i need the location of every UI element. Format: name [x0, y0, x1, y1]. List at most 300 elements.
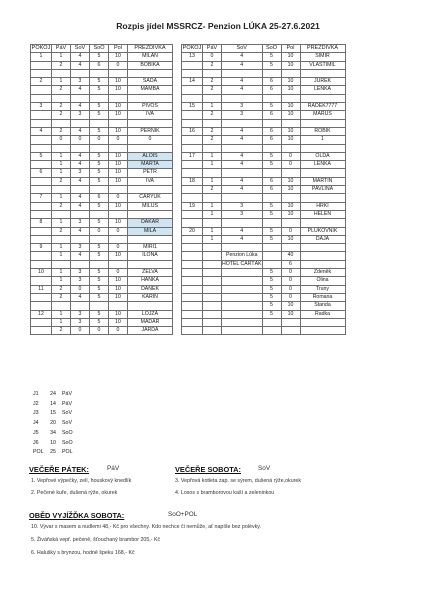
table-row [182, 210, 346, 218]
summary-label: POL [62, 449, 73, 456]
column-header: PŘEZDÍVKA [128, 45, 173, 53]
table-cell: 6 [262, 86, 281, 94]
table-cell [281, 69, 300, 77]
table-cell: 9 [31, 244, 52, 252]
table-cell: JUREK [300, 78, 345, 86]
table-cell: 1 [52, 219, 71, 227]
table-row [31, 310, 173, 318]
table-cell: ČARYUK [128, 194, 173, 202]
table-row [182, 103, 346, 111]
table-cell: 1 [52, 277, 71, 285]
table-cell: 4 [222, 227, 263, 235]
table-cell: 0 [128, 136, 173, 144]
table-row [182, 136, 346, 144]
table-cell: 10 [281, 177, 300, 185]
summary-count: 34 [50, 429, 56, 436]
table-cell: HANKA [128, 277, 173, 285]
table-cell: 6 [90, 61, 109, 69]
table-cell [222, 327, 263, 335]
table-row [182, 277, 346, 285]
column-header: PáV [52, 45, 71, 53]
table-cell [222, 318, 263, 326]
table-cell: 0 [109, 244, 128, 252]
table-cell: 4 [222, 61, 263, 69]
table-cell [182, 252, 203, 260]
table-cell [71, 69, 90, 77]
table-cell: 1 [203, 235, 222, 243]
table-cell [281, 169, 300, 177]
table-cell: 3 [71, 277, 90, 285]
table-cell: 1 [203, 177, 222, 185]
table-row [31, 169, 173, 177]
table-cell: 1 [203, 161, 222, 169]
table-cell: 1 [203, 152, 222, 160]
table-cell: 4 [71, 177, 90, 185]
table-cell [109, 260, 128, 268]
table-cell: 10 [281, 103, 300, 111]
table-cell: 5 [90, 53, 109, 61]
table-cell: 4 [71, 53, 90, 61]
table-cell: MIŘI1 [128, 244, 173, 252]
table-cell: 0 [109, 327, 128, 335]
table-cell [203, 318, 222, 326]
table-cell: 5 [262, 103, 281, 111]
table-cell: 0 [71, 285, 90, 293]
summary-row [33, 439, 73, 449]
table-cell [31, 318, 52, 326]
table-cell [262, 260, 281, 268]
table-cell [182, 136, 203, 144]
table-cell [128, 69, 173, 77]
table-row [31, 186, 173, 194]
table-cell [182, 302, 203, 310]
table-cell: 4 [222, 161, 263, 169]
saturday-dinner-heading: VEČEŘE SOBOTA: [175, 465, 241, 474]
table-cell: 1 [52, 269, 71, 277]
table-cell [31, 119, 52, 127]
table-cell [203, 293, 222, 301]
table-row [182, 327, 346, 335]
table-cell: 1 [52, 318, 71, 326]
table-cell: 2 [52, 293, 71, 301]
table-cell: 2 [52, 61, 71, 69]
friday-item-1: 1. Vepřové výpečky, zelí, houskový knedlík [31, 478, 132, 484]
table-cell: 6 [31, 169, 52, 177]
table-cell: 0 [109, 227, 128, 235]
table-cell: ŽELVA [128, 269, 173, 277]
table-cell: 6 [262, 177, 281, 185]
table-cell: 3 [222, 210, 263, 218]
table-cell: 2 [52, 327, 71, 335]
table-cell [281, 144, 300, 152]
table-cell: 6 [262, 186, 281, 194]
table-cell: 10 [109, 169, 128, 177]
document-title: Rozpis jídel MSSRCZ- Penzion LÚKA 25-27.6.2021 [116, 21, 320, 31]
table-cell: 0 [71, 136, 90, 144]
table-row [31, 78, 173, 86]
table-cell: 14 [182, 78, 203, 86]
table-cell: 5 [262, 210, 281, 218]
table-cell: 2 [203, 127, 222, 135]
table-cell [203, 252, 222, 260]
table-cell [182, 244, 203, 252]
table-cell [128, 186, 173, 194]
table-cell [71, 210, 90, 218]
summary-row [33, 448, 73, 458]
table-cell [90, 119, 109, 127]
table-cell: 10 [109, 86, 128, 94]
table-cell: 0 [90, 136, 109, 144]
table-cell: Penzion Lúka [222, 252, 263, 260]
table-cell: 10 [109, 202, 128, 210]
summary-count: 14 [50, 400, 56, 407]
table-cell: 1 [31, 53, 52, 61]
table-cell [281, 194, 300, 202]
table-cell [281, 318, 300, 326]
table-cell [262, 144, 281, 152]
saturday-item-4: 4. Losos s bramborovou kaší a zeleninkou [175, 490, 275, 496]
table-cell: 5 [90, 161, 109, 169]
table-row [31, 103, 173, 111]
table-cell [31, 302, 52, 310]
table-cell: 3 [71, 310, 90, 318]
table-cell: HRKI [300, 202, 345, 210]
table-row [31, 202, 173, 210]
table-cell: 1 [52, 169, 71, 177]
table-row [182, 194, 346, 202]
table-cell: 4 [71, 152, 90, 160]
table-cell: LOJZA [128, 310, 173, 318]
table-cell: 10 [109, 293, 128, 301]
summary-row [33, 429, 73, 439]
table-cell: 4 [222, 235, 263, 243]
table-cell [52, 94, 71, 102]
table-cell: MARTA [128, 161, 173, 169]
table-cell: VLASTIMIL [300, 61, 345, 69]
table-cell: HELEN [300, 210, 345, 218]
table-cell: 12 [31, 310, 52, 318]
table-cell: 2 [203, 78, 222, 86]
table-cell [182, 210, 203, 218]
table-row [31, 277, 173, 285]
table-row [182, 78, 346, 86]
table-cell: 1 [203, 227, 222, 235]
table-cell: 5 [90, 252, 109, 260]
table-cell [31, 260, 52, 268]
table-cell [71, 144, 90, 152]
table-cell [90, 260, 109, 268]
table-cell: 7 [31, 194, 52, 202]
table-cell: 0 [281, 161, 300, 169]
table-row [31, 244, 173, 252]
table-cell [182, 94, 203, 102]
table-cell: 10 [281, 302, 300, 310]
table-cell: 3 [71, 78, 90, 86]
table-cell: 0 [71, 327, 90, 335]
table-cell: 10 [281, 210, 300, 218]
column-header: PŘEZDÍVKA [300, 45, 345, 53]
table-cell [52, 302, 71, 310]
table-cell [182, 69, 203, 77]
table-row [31, 152, 173, 160]
table-row [182, 285, 346, 293]
table-cell: 10 [109, 152, 128, 160]
lunch-item-10: 10. Vývar s masem a nudlemi 48,- Kč pro všechny. Kdo nechce či nemůže, ať napíše bez polévky. [31, 524, 261, 530]
table-cell: ILONA [128, 252, 173, 260]
table-cell [203, 144, 222, 152]
table-cell: 0 [281, 152, 300, 160]
table-row [182, 202, 346, 210]
table-cell: 5 [90, 293, 109, 301]
table-cell [182, 61, 203, 69]
table-cell: 4 [222, 86, 263, 94]
lunch-item-5: 5. Živáňská vepř. pečeně, šťouchaný brambor 205,- Kč [31, 537, 161, 543]
table-row [31, 119, 173, 127]
table-cell [300, 318, 345, 326]
table-cell [222, 144, 263, 152]
table-row [182, 127, 346, 135]
table-cell [71, 235, 90, 243]
table-cell: 2 [203, 111, 222, 119]
table-row [31, 161, 173, 169]
table-cell: 19 [182, 202, 203, 210]
table-cell [128, 94, 173, 102]
table-cell [182, 327, 203, 335]
summary-key: J5 [33, 429, 39, 436]
table-cell [300, 219, 345, 227]
table-cell [31, 235, 52, 243]
table-cell: 10 [109, 111, 128, 119]
table-cell [109, 69, 128, 77]
table-row [182, 161, 346, 169]
table-cell [52, 260, 71, 268]
table-cell: 1 [52, 194, 71, 202]
table-cell: 2 [52, 177, 71, 185]
table-cell [71, 260, 90, 268]
table-cell [203, 169, 222, 177]
table-cell: 10 [281, 202, 300, 210]
summary-count: 24 [50, 391, 56, 397]
table-cell: 6 [262, 136, 281, 144]
table-row [31, 210, 173, 218]
saturday-lunch-code: SoO+POL [168, 511, 198, 518]
table-cell: 1 [300, 136, 345, 144]
meal-count-summary [33, 390, 73, 458]
table-cell: 4 [222, 53, 263, 61]
summary-key: J6 [33, 439, 39, 446]
table-cell: DANEK [128, 285, 173, 293]
table-cell: 11 [31, 285, 52, 293]
table-cell: 16 [182, 127, 203, 135]
table-row [31, 194, 173, 202]
summary-count: 20 [50, 420, 56, 427]
table-cell [182, 269, 203, 277]
table-cell: 3 [222, 202, 263, 210]
table-cell: 8 [31, 219, 52, 227]
table-cell [71, 94, 90, 102]
table-cell [71, 119, 90, 127]
table-row [182, 302, 346, 310]
table-cell: 3 [222, 103, 263, 111]
table-cell [203, 194, 222, 202]
table-row [31, 94, 173, 102]
table-cell: 15 [182, 103, 203, 111]
table-cell [31, 186, 52, 194]
table-cell [222, 310, 263, 318]
table-cell [52, 69, 71, 77]
table-cell: MAĎAR [128, 318, 173, 326]
table-cell: 5 [262, 285, 281, 293]
table-cell: 4 [71, 161, 90, 169]
table-cell [52, 186, 71, 194]
table-cell [31, 69, 52, 77]
summary-label: PáV [62, 391, 73, 397]
table-cell: 5 [90, 244, 109, 252]
table-row [182, 318, 346, 326]
table-cell: 4 [222, 186, 263, 194]
table-cell: 4 [71, 127, 90, 135]
table-cell: 0 [281, 285, 300, 293]
table-cell: 10 [281, 86, 300, 94]
table-row [31, 144, 173, 152]
table-cell: 5 [262, 61, 281, 69]
table-cell [222, 169, 263, 177]
table-cell [281, 244, 300, 252]
table-cell [182, 169, 203, 177]
table-cell [128, 144, 173, 152]
table-cell: 5 [262, 277, 281, 285]
table-cell: 10 [281, 78, 300, 86]
table-cell: 10 [109, 161, 128, 169]
table-cell [31, 94, 52, 102]
table-cell [31, 210, 52, 218]
table-cell [222, 285, 263, 293]
table-cell: 4 [71, 293, 90, 301]
table-cell: LENKA [300, 161, 345, 169]
table-row [182, 244, 346, 252]
table-cell [262, 119, 281, 127]
table-cell [90, 210, 109, 218]
table-cell: 1 [203, 103, 222, 111]
table-cell: 5 [90, 86, 109, 94]
table-row [31, 219, 173, 227]
table-row [31, 293, 173, 301]
table-row [182, 53, 346, 61]
table-cell [109, 186, 128, 194]
table-cell: SIMIR [300, 53, 345, 61]
table-cell [182, 144, 203, 152]
summary-key: POL [33, 449, 44, 456]
table-cell: JARDA [128, 327, 173, 335]
table-cell [300, 144, 345, 152]
table-row [182, 310, 346, 318]
summary-key: J4 [33, 420, 39, 427]
table-cell [90, 94, 109, 102]
table-row [31, 53, 173, 61]
summary-row [33, 419, 73, 429]
table-row [182, 269, 346, 277]
table-cell [222, 94, 263, 102]
table-cell: 4 [71, 86, 90, 94]
table-cell [90, 302, 109, 310]
table-cell [31, 202, 52, 210]
table-cell: 5 [90, 269, 109, 277]
table-cell [222, 277, 263, 285]
summary-label: SoO [62, 429, 73, 436]
table-cell [52, 119, 71, 127]
summary-row [33, 409, 73, 419]
table-cell: 5 [262, 302, 281, 310]
table-cell: 6 [262, 111, 281, 119]
table-cell: Standa [300, 302, 345, 310]
friday-item-2: 2. Pečené kuře, dušená rýže, okurek [31, 490, 118, 496]
table-row [182, 252, 346, 260]
table-cell [262, 318, 281, 326]
table-cell [71, 186, 90, 194]
table-cell: 5 [90, 111, 109, 119]
table-cell: 5 [90, 285, 109, 293]
table-cell: 13 [182, 53, 203, 61]
table-cell: 5 [90, 318, 109, 326]
table-cell [109, 302, 128, 310]
table-row [182, 152, 346, 160]
table-cell: OLDA [300, 152, 345, 160]
friday-dinner-code: PáV [107, 465, 120, 472]
table-cell: 10 [281, 53, 300, 61]
table-cell: 5 [262, 227, 281, 235]
table-cell [182, 186, 203, 194]
table-cell [300, 252, 345, 260]
table-cell: 6 [262, 78, 281, 86]
table-cell [182, 111, 203, 119]
table-cell [203, 119, 222, 127]
table-cell: 3 [71, 269, 90, 277]
table-cell: DÁJA [300, 235, 345, 243]
table-cell [222, 119, 263, 127]
table-cell: 0 [90, 227, 109, 235]
table-cell: 10 [281, 127, 300, 135]
summary-key: J2 [33, 400, 39, 407]
table-cell [262, 252, 281, 260]
table-cell: 2 [52, 202, 71, 210]
table-cell [52, 210, 71, 218]
table-cell [182, 318, 203, 326]
lunch-item-6: 6. Halušky s brynzou, hodně špeku 168,- Kč [31, 550, 135, 556]
table-cell: 6 [262, 127, 281, 135]
table-cell: LENKA [300, 86, 345, 94]
table-cell [182, 277, 203, 285]
column-header: SoO [90, 45, 109, 53]
table-cell [182, 235, 203, 243]
table-row [182, 169, 346, 177]
table-cell: Truny [300, 285, 345, 293]
table-cell: 10 [109, 53, 128, 61]
table-cell: BOBIKA [128, 61, 173, 69]
table-row [182, 260, 346, 268]
summary-label: PáV [62, 400, 73, 407]
table-row [31, 61, 173, 69]
table-cell [281, 327, 300, 335]
table-cell: 5 [90, 310, 109, 318]
table-cell: 2 [203, 61, 222, 69]
table-cell [90, 144, 109, 152]
table-row [182, 69, 346, 77]
table-cell: Radka [300, 310, 345, 318]
table-cell [222, 69, 263, 77]
table-cell [203, 277, 222, 285]
table-cell: 5 [262, 310, 281, 318]
table-cell [31, 136, 52, 144]
